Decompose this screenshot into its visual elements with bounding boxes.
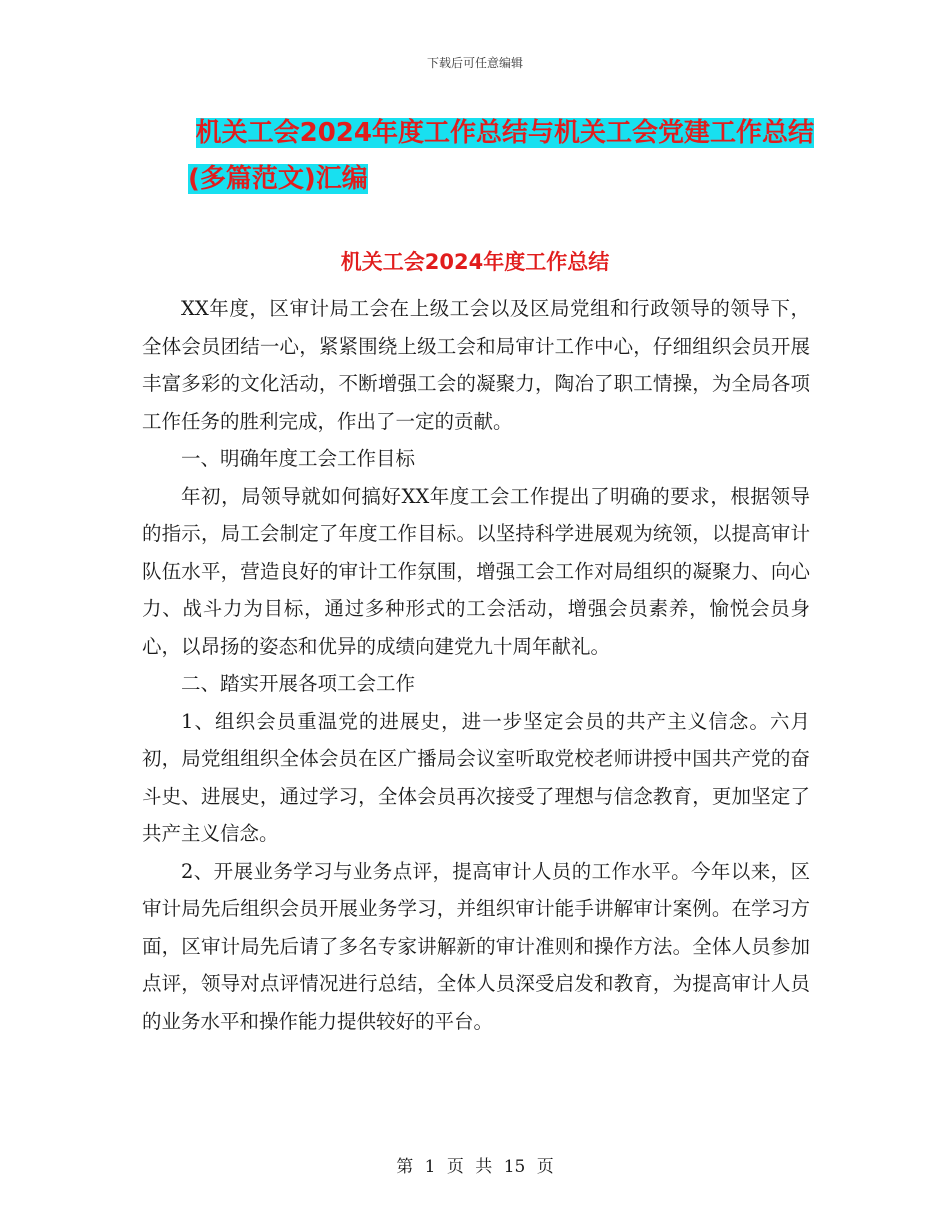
heading-work: 二、踏实开展各项工会工作 — [181, 672, 416, 695]
paragraph-item-1: 1、组织会员重温党的进展史，进一步坚定会员的共产主义信念。六月初，局党组组织全体会员在区广播局会议室听取党校老师讲授中国共产党的奋斗史、进展史，通过学习，全体会员再次接受了理想与信念教育，更加坚定了共产主义信念。 — [142, 709, 810, 845]
heading-goals: 一、明确年度工会工作目标 — [181, 447, 416, 470]
document-title-line2 — [140, 156, 840, 202]
section-title: 机关工会2024年度工作总结 — [340, 250, 610, 274]
document-body — [142, 290, 810, 1040]
header-note: 下载后可任意编辑 — [426, 56, 523, 70]
paragraph-goals: 年初，局领导就如何搞好XX年度工会工作提出了明确的要求，根据领导的指示，局工会制定了年度工作目标。以坚持科学进展观为统领，以提高审计队伍水平，营造良好的审计工作氛围，增强工会工作对局组织的凝聚力、向心力、战斗力为目标，通过多种形式的工会活动，增强会员素养，愉悦会员身心，以昂扬的姿态和优异的成绩向建党九十周年献礼。 — [142, 484, 810, 658]
title-line2-text: (多篇范文)汇编 — [188, 164, 368, 194]
page-number-footer: 第 1 页 共 15 页 — [396, 1157, 554, 1177]
document-title — [140, 110, 840, 202]
title-line1-text: 机关工会2024年度工作总结与机关工会党建工作总结 — [195, 118, 814, 148]
paragraph-intro: XX年度，区审计局工会在上级工会以及区局党组和行政领导的领导下，全体会员团结一心，紧紧围绕上级工会和局审计工作中心，仔细组织会员开展丰富多彩的文化活动，不断增强工会的凝聚力，陶冶了职工情操，为全局各项工作任务的胜利完成，作出了一定的贡献。 — [142, 297, 810, 433]
paragraph-item-2: 2、开展业务学习与业务点评，提高审计人员的工作水平。今年以来，区审计局先后组织会员开展业务学习，并组织审计能手讲解审计案例。在学习方面，区审计局先后请了多名专家讲解新的审计准则和操作方法。全体人员参加点评，领导对点评情况进行总结，全体人员深受启发和教育，为提高审计人员的业务水平和操作能力提供较好的平台。 — [142, 859, 810, 1033]
document-title-line1 — [140, 110, 840, 156]
